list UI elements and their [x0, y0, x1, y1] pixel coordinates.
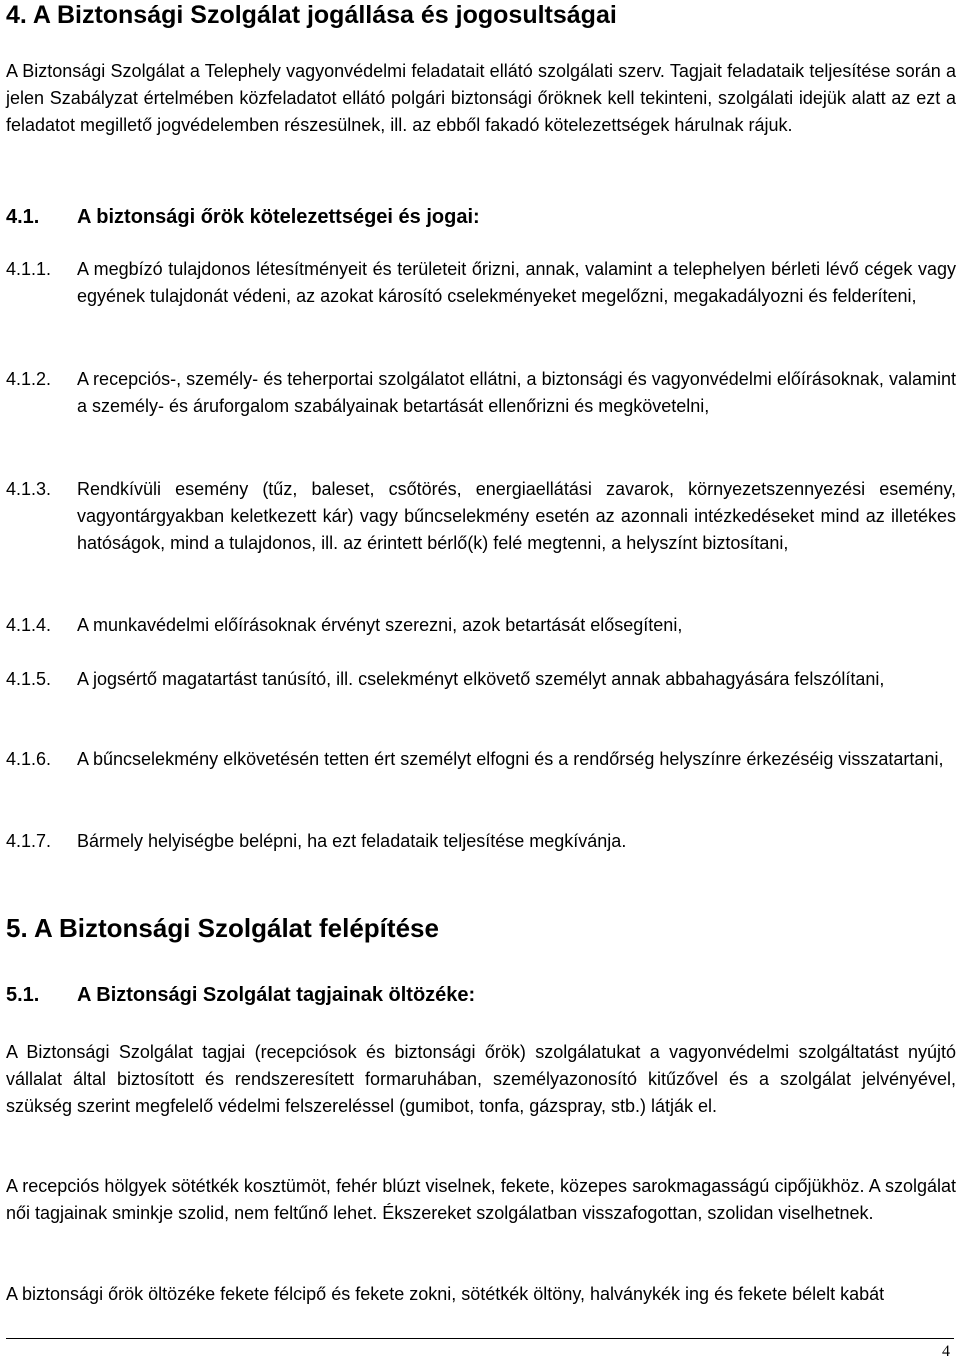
list-item-number: 4.1.6. [6, 749, 52, 769]
list-item-text: Bármely helyiségbe belépni, ha ezt feladataik teljesítése megkívánja. [77, 831, 627, 851]
list-item-text: A jogsértő magatartást tanúsító, ill. cselekményt elkövető személyt annak abbahagyására felszólítani, [77, 669, 885, 689]
subsection-5-1-heading [6, 982, 475, 1008]
list-item-text: A munkavédelmi előírásoknak érvényt szerezni, azok betartását elősegíteni, [77, 615, 683, 635]
subsection-4-1-title: A biztonsági őrök kötelezettségei és jogai: [77, 206, 480, 228]
section-5-title: 5. A Biztonsági Szolgálat felépítése [6, 913, 439, 943]
subsection-5-1-title: A Biztonsági Szolgálat tagjainak öltözéke: [77, 984, 476, 1006]
paragraph: A Biztonsági Szolgálat tagjai (recepciósok és biztonsági őrök) szolgálatukat a vagyonvédelmi szolgáltatást nyújtó vállalat által biztosított és rendszeresített formaruhában, személyazonosító kitűzővel és a szolgálat jelvényével, szükség szerint megfelelő védelmi felszereléssel (gumibot, tonfa, gázspray, stb.) látják el. [6, 1042, 956, 1116]
page-number: 4 [942, 1343, 950, 1360]
list-item-text: A megbízó tulajdonos létesítményeit és területeit őrizni, annak, valamint a telephelyen bérleti lévő cégek vagy egyének tulajdonát védeni, az azokat károsító cselekményeket megelőzni, megakadályozni és felderíteni, [77, 259, 956, 306]
paragraph: A biztonsági őrök öltözéke fekete félcipő és fekete zokni, sötétkék öltöny, halványkék ing és fekete bélelt kabát [6, 1284, 885, 1304]
list-item-number: 4.1.4. [6, 615, 52, 635]
subsection-4-1-heading [6, 204, 480, 230]
subsection-4-1-number: 4.1. [6, 206, 40, 228]
list-item-number: 4.1.5. [6, 669, 52, 689]
list-item-text: Rendkívüli esemény (tűz, baleset, csőtörés, energiaellátási zavarok, környezetszennyezési esemény, vagyontárgyakban keletkezett kár) vagy bűncselekmény esetén az azonnali intézkedéseket mind az illetékes hatóságok, mind a tulajdonos, ill. az érintett bérlő(k) felé megtenni, a helyszínt biztosítani, [77, 479, 956, 553]
list-item-number: 4.1.7. [6, 831, 52, 851]
list-item [6, 256, 956, 310]
list-item-number: 4.1.2. [6, 369, 52, 389]
list-item [6, 612, 956, 639]
list-item [6, 366, 956, 420]
list-item-text: A bűncselekmény elkövetésén tetten ért személyt elfogni és a rendőrség helyszínre érkezéséig visszatartani, [77, 749, 944, 769]
subsection-5-1-number: 5.1. [6, 984, 40, 1006]
section-4-title: 4. A Biztonsági Szolgálat jogállása és jogosultságai [6, 1, 617, 29]
list-item [6, 828, 956, 855]
paragraph: A recepciós hölgyek sötétkék kosztümöt, fehér blúzt viselnek, fekete, közepes sarokmagasságú cipőjükhöz. A szolgálat női tagjainak sminkje szolid, nem feltűnő lehet. Ékszereket szolgálatban visszafogottan, szolidan viselhetnek. [6, 1176, 956, 1223]
list-item [6, 746, 956, 773]
footer-divider [6, 1338, 954, 1339]
section-4-intro: A Biztonsági Szolgálat a Telephely vagyonvédelmi feladatait ellátó szolgálati szerv. Tagjait feladataik teljesítése során a jelen Szabályzat értelmében közfeladatot ellátó polgári biztonsági őröknek kell tekinteni, szolgálati idejük alatt az ezt a feladatot megillető jogvédelemben részesülnek, ill. az ebből fakadó kötelezettségek hárulnak rájuk. [6, 61, 956, 135]
list-item-number: 4.1.1. [6, 259, 52, 279]
list-item-number: 4.1.3. [6, 479, 52, 499]
list-item [6, 666, 956, 693]
list-item [6, 476, 956, 556]
list-item-text: A recepciós-, személy- és teherportai szolgálatot ellátni, a biztonsági és vagyonvédelmi előírásoknak, valamint a személy- és áruforgalom szabályainak betartását ellenőrizni és megkövetelni, [77, 369, 956, 416]
